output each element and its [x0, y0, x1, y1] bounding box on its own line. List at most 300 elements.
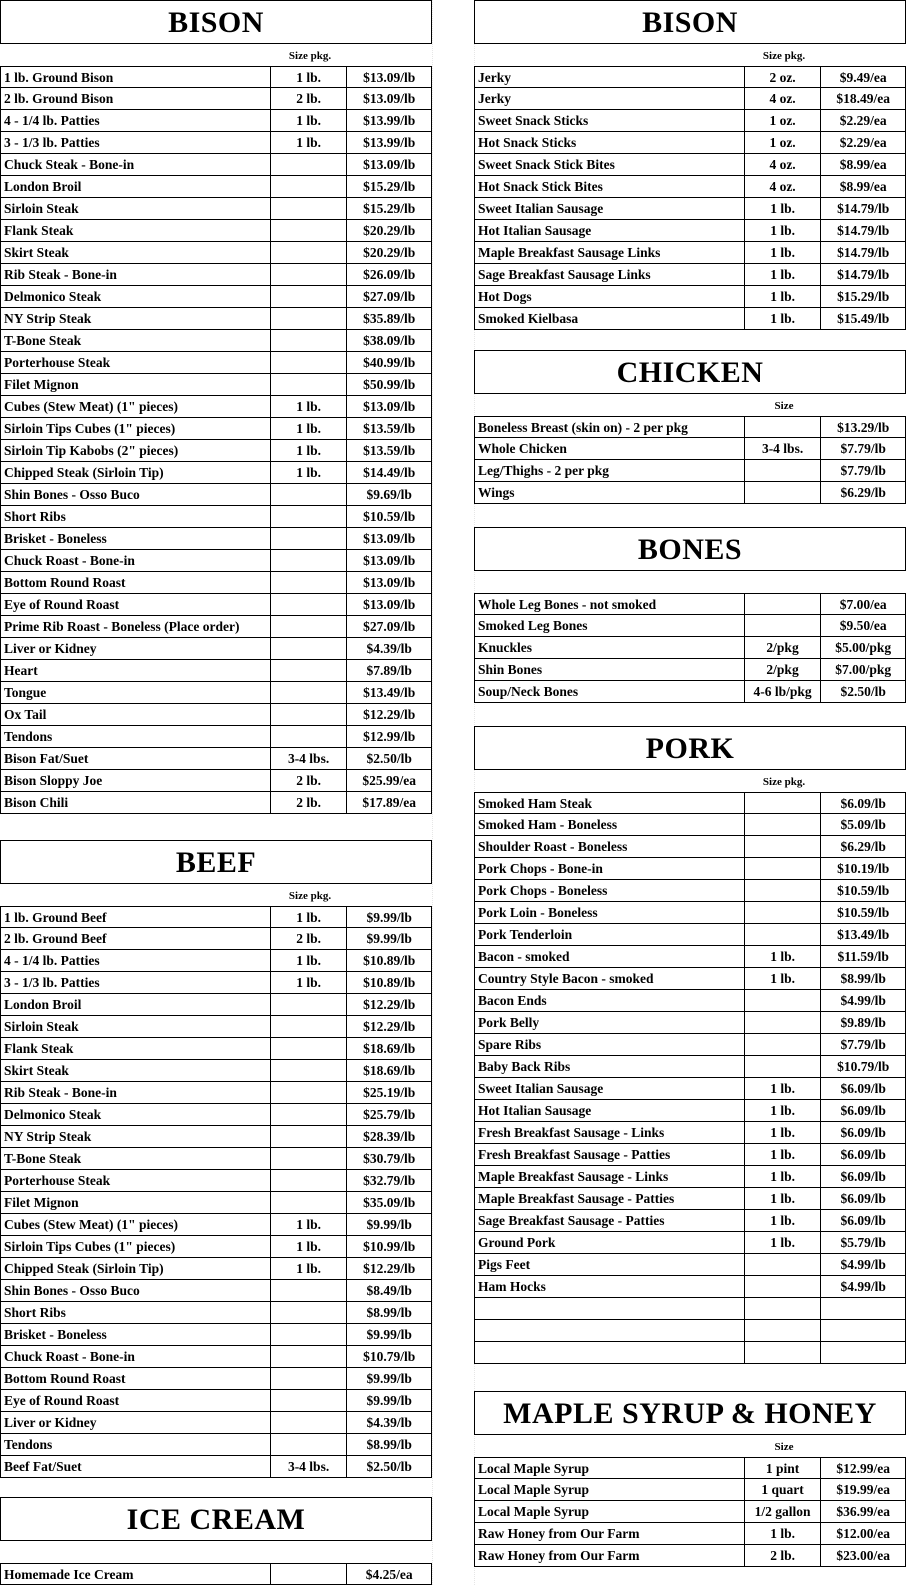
price: $13.09/lb — [347, 88, 432, 109]
package-size — [271, 1060, 348, 1081]
item-name: Bottom Round Roast — [0, 1368, 271, 1389]
price-row — [474, 438, 906, 460]
section-bones — [474, 527, 906, 703]
price-row — [0, 1082, 432, 1104]
price-row — [474, 1012, 906, 1034]
price-row — [474, 924, 906, 946]
price-row — [0, 660, 432, 682]
item-name: Liver or Kidney — [0, 638, 271, 659]
item-name: Fresh Breakfast Sausage - Patties — [474, 1144, 745, 1165]
item-name: Bison Chili — [0, 792, 271, 813]
section-title: ICE CREAM — [0, 1497, 432, 1541]
price: $4.99/lb — [821, 990, 906, 1011]
price-row — [0, 330, 432, 352]
price-row — [474, 615, 906, 637]
package-size: 1 lb. — [745, 946, 822, 967]
item-name: Liver or Kidney — [0, 1412, 271, 1433]
package-size: 1 lb. — [271, 396, 348, 417]
package-size: 1 pint — [745, 1458, 822, 1478]
item-name: Eye of Round Roast — [0, 594, 271, 615]
price: $18.69/lb — [347, 1060, 432, 1081]
price-row — [0, 726, 432, 748]
section-bison — [474, 0, 906, 330]
price — [821, 1320, 906, 1341]
column-header-cell — [474, 770, 746, 792]
item-name: Brisket - Boneless — [0, 528, 271, 549]
column-header-cell: Size pkg. — [762, 776, 806, 788]
price: $10.89/lb — [347, 950, 432, 971]
item-name: Porterhouse Steak — [0, 352, 271, 373]
package-size: 1 lb. — [745, 1144, 822, 1165]
price-row — [0, 1346, 432, 1368]
package-size: 2/pkg — [745, 659, 822, 680]
package-size — [745, 1254, 822, 1275]
price: $2.50/lb — [821, 681, 906, 702]
item-name — [474, 1342, 745, 1363]
item-name: Filet Mignon — [0, 374, 271, 395]
package-size: 4 oz. — [745, 154, 822, 175]
item-name: Shin Bones — [474, 659, 745, 680]
item-name: 1 lb. Ground Beef — [0, 907, 271, 927]
item-name: Pork Tenderloin — [474, 924, 745, 945]
item-name: Maple Breakfast Sausage Links — [474, 242, 745, 263]
price: $6.29/lb — [821, 482, 906, 503]
package-size: 1/2 gallon — [745, 1501, 822, 1522]
price: $8.99/ea — [821, 176, 906, 197]
package-size — [271, 1564, 348, 1584]
price-row — [474, 482, 906, 504]
price: $12.00/ea — [821, 1523, 906, 1544]
package-size: 3-4 lbs. — [271, 1456, 348, 1477]
price — [821, 1342, 906, 1363]
package-size — [271, 550, 348, 571]
price: $23.00/ea — [821, 1545, 906, 1566]
package-size: 1 oz. — [745, 132, 822, 153]
section-title: CHICKEN — [474, 350, 906, 394]
price: $20.29/lb — [347, 220, 432, 241]
price-row — [474, 1144, 906, 1166]
price-row — [474, 66, 906, 88]
price: $9.89/lb — [821, 1012, 906, 1033]
price: $27.09/lb — [347, 616, 432, 637]
package-size — [271, 286, 348, 307]
price-row — [474, 264, 906, 286]
package-size: 2 lb. — [271, 88, 348, 109]
item-name: Homemade Ice Cream — [0, 1564, 271, 1584]
price-row — [0, 1456, 432, 1478]
item-name: Sweet Snack Stick Bites — [474, 154, 745, 175]
item-name: Hot Snack Sticks — [474, 132, 745, 153]
price: $6.29/lb — [821, 836, 906, 857]
price-row — [0, 1126, 432, 1148]
package-size — [271, 1368, 348, 1389]
price: $2.50/lb — [347, 748, 432, 769]
package-size: 4-6 lb/pkg — [745, 681, 822, 702]
package-size: 4 oz. — [745, 176, 822, 197]
package-size: 1 lb. — [745, 1078, 822, 1099]
package-size: 4 oz. — [745, 88, 822, 109]
item-name — [474, 1298, 745, 1319]
price-row — [474, 176, 906, 198]
price: $6.09/lb — [821, 793, 906, 813]
item-name: Spare Ribs — [474, 1034, 745, 1055]
price: $6.09/lb — [821, 1122, 906, 1143]
item-name: Heart — [0, 660, 271, 681]
price-row — [0, 286, 432, 308]
price-row — [0, 1434, 432, 1456]
price-row — [0, 1214, 432, 1236]
price-row — [0, 638, 432, 660]
package-size: 1 lb. — [745, 1100, 822, 1121]
column-header-cell — [474, 394, 746, 416]
item-name: Tendons — [0, 1434, 271, 1455]
price-row — [474, 1298, 906, 1320]
section-bison — [0, 0, 432, 814]
price-row — [474, 1501, 906, 1523]
item-name: Sweet Snack Sticks — [474, 110, 745, 131]
price: $9.49/ea — [821, 67, 906, 87]
item-name: Local Maple Syrup — [474, 1479, 745, 1500]
price: $12.99/lb — [347, 726, 432, 747]
item-name: 3 - 1/3 lb. Patties — [0, 132, 271, 153]
package-size: 1 lb. — [745, 308, 822, 329]
price-row — [474, 1034, 906, 1056]
price: $40.99/lb — [347, 352, 432, 373]
price-row — [474, 1523, 906, 1545]
column-header-cell — [474, 1435, 746, 1457]
package-size: 1 lb. — [271, 418, 348, 439]
package-size: 1 lb. — [745, 286, 822, 307]
price-row — [474, 814, 906, 836]
package-size: 2 oz. — [745, 67, 822, 87]
price-row — [474, 110, 906, 132]
package-size: 1 lb. — [271, 110, 348, 131]
section-ice-cream — [0, 1497, 432, 1585]
item-name: 2 lb. Ground Beef — [0, 928, 271, 949]
item-name: Chuck Steak - Bone-in — [0, 154, 271, 175]
item-name: Beef Fat/Suet — [0, 1456, 271, 1477]
package-size: 1 lb. — [745, 968, 822, 989]
price-row — [0, 1192, 432, 1214]
package-size: 1 lb. — [745, 198, 822, 219]
price: $8.99/ea — [821, 154, 906, 175]
price: $13.09/lb — [347, 67, 432, 87]
section-title: BISON — [474, 0, 906, 44]
price: $13.09/lb — [347, 154, 432, 175]
price-row — [0, 906, 432, 928]
price-row — [0, 396, 432, 418]
section-pork — [474, 726, 906, 1364]
price: $6.09/lb — [821, 1210, 906, 1231]
price: $9.99/lb — [347, 928, 432, 949]
package-size — [745, 793, 822, 813]
item-name: Pork Chops - Boneless — [474, 880, 745, 901]
package-size — [271, 1170, 348, 1191]
package-size — [271, 1016, 348, 1037]
package-size — [271, 638, 348, 659]
price-row — [474, 286, 906, 308]
item-name: Cubes (Stew Meat) (1" pieces) — [0, 1214, 271, 1235]
package-size — [271, 1126, 348, 1147]
column-header-cell: Size pkg. — [288, 890, 332, 902]
item-name: Local Maple Syrup — [474, 1501, 745, 1522]
price: $9.69/lb — [347, 484, 432, 505]
item-name: Chuck Roast - Bone-in — [0, 1346, 271, 1367]
price: $12.29/lb — [347, 994, 432, 1015]
item-name: Bison Fat/Suet — [0, 748, 271, 769]
item-name: 3 - 1/3 lb. Patties — [0, 972, 271, 993]
price-row — [474, 792, 906, 814]
package-size: 1 quart — [745, 1479, 822, 1500]
price-row — [0, 506, 432, 528]
package-size: 1 lb. — [271, 950, 348, 971]
price: $27.09/lb — [347, 286, 432, 307]
price-row — [474, 460, 906, 482]
price: $4.99/lb — [821, 1276, 906, 1297]
price-row — [0, 1148, 432, 1170]
price-row — [0, 550, 432, 572]
package-size — [271, 220, 348, 241]
price: $13.59/lb — [347, 418, 432, 439]
column-header — [474, 571, 906, 593]
package-size: 1 lb. — [745, 220, 822, 241]
package-size: 1 lb. — [271, 1214, 348, 1235]
package-size — [271, 1104, 348, 1125]
price: $4.39/lb — [347, 638, 432, 659]
package-size — [271, 682, 348, 703]
package-size — [745, 482, 822, 503]
package-size: 1 lb. — [745, 1210, 822, 1231]
item-name: Skirt Steak — [0, 1060, 271, 1081]
section-chicken — [474, 350, 906, 504]
package-size — [271, 198, 348, 219]
item-name: Jerky — [474, 67, 745, 87]
price: $14.79/lb — [821, 220, 906, 241]
item-name: NY Strip Steak — [0, 1126, 271, 1147]
package-size — [271, 308, 348, 329]
item-name: Ground Pork — [474, 1232, 745, 1253]
price-row — [474, 593, 906, 615]
price: $6.09/lb — [821, 1166, 906, 1187]
package-size — [271, 330, 348, 351]
price: $8.99/lb — [821, 968, 906, 989]
item-name: Brisket - Boneless — [0, 1324, 271, 1345]
package-size: 1 lb. — [745, 1122, 822, 1143]
price: $25.19/lb — [347, 1082, 432, 1103]
price-row — [474, 858, 906, 880]
package-size — [745, 417, 822, 437]
package-size — [271, 1412, 348, 1433]
price: $6.09/lb — [821, 1188, 906, 1209]
price: $9.99/lb — [347, 907, 432, 927]
price-row — [0, 704, 432, 726]
price-row — [0, 484, 432, 506]
package-size — [271, 484, 348, 505]
package-size: 2/pkg — [745, 637, 822, 658]
package-size — [271, 242, 348, 263]
item-name: Hot Italian Sausage — [474, 1100, 745, 1121]
section-title: MAPLE SYRUP & HONEY — [474, 1391, 906, 1435]
column-header — [474, 1435, 906, 1457]
price-row — [474, 880, 906, 902]
item-name: NY Strip Steak — [0, 308, 271, 329]
price: $9.99/lb — [347, 1390, 432, 1411]
price: $10.99/lb — [347, 1236, 432, 1257]
price-row — [0, 220, 432, 242]
price: $13.09/lb — [347, 594, 432, 615]
package-size: 1 lb. — [271, 972, 348, 993]
price: $28.39/lb — [347, 1126, 432, 1147]
price-row — [474, 968, 906, 990]
item-name: Local Maple Syrup — [474, 1458, 745, 1478]
package-size — [271, 616, 348, 637]
price: $15.29/lb — [347, 198, 432, 219]
item-name: Baby Back Ribs — [474, 1056, 745, 1077]
price: $13.59/lb — [347, 440, 432, 461]
item-name: Sweet Italian Sausage — [474, 1078, 745, 1099]
item-name: Fresh Breakfast Sausage - Links — [474, 1122, 745, 1143]
price: $13.09/lb — [347, 528, 432, 549]
price: $30.79/lb — [347, 1148, 432, 1169]
price: $10.89/lb — [347, 972, 432, 993]
package-size — [745, 858, 822, 879]
item-name: Country Style Bacon - smoked — [474, 968, 745, 989]
price: $8.49/lb — [347, 1280, 432, 1301]
package-size — [271, 1302, 348, 1323]
package-size: 3-4 lbs. — [745, 438, 822, 459]
price: $7.79/lb — [821, 438, 906, 459]
item-name: Soup/Neck Bones — [474, 681, 745, 702]
price-row — [474, 1100, 906, 1122]
item-name: 2 lb. Ground Bison — [0, 88, 271, 109]
price-row — [474, 1254, 906, 1276]
package-size — [271, 1434, 348, 1455]
item-name: Prime Rib Roast - Boneless (Place order) — [0, 616, 271, 637]
price: $13.09/lb — [347, 550, 432, 571]
price: $36.99/ea — [821, 1501, 906, 1522]
section-title: BONES — [474, 527, 906, 571]
package-size — [271, 572, 348, 593]
price-row — [474, 1479, 906, 1501]
item-name: Sage Breakfast Sausage - Patties — [474, 1210, 745, 1231]
package-size — [745, 1034, 822, 1055]
package-size: 1 oz. — [745, 110, 822, 131]
price-row — [474, 132, 906, 154]
item-name: Cubes (Stew Meat) (1" pieces) — [0, 396, 271, 417]
price: $5.09/lb — [821, 814, 906, 835]
package-size — [745, 902, 822, 923]
package-size — [271, 176, 348, 197]
price: $13.99/lb — [347, 110, 432, 131]
item-name: Delmonico Steak — [0, 286, 271, 307]
item-name: Tongue — [0, 682, 271, 703]
column-header — [0, 1541, 432, 1563]
price: $5.00/pkg — [821, 637, 906, 658]
price-row — [0, 1563, 432, 1585]
price: $9.99/lb — [347, 1324, 432, 1345]
price: $12.99/ea — [821, 1458, 906, 1478]
price-row — [0, 572, 432, 594]
price-row — [474, 1457, 906, 1479]
price-row — [0, 1412, 432, 1434]
price: $7.79/lb — [821, 460, 906, 481]
price: $20.29/lb — [347, 242, 432, 263]
price: $13.49/lb — [347, 682, 432, 703]
price-row — [0, 1060, 432, 1082]
price-row — [474, 681, 906, 703]
package-size: 1 lb. — [745, 1523, 822, 1544]
package-size — [271, 374, 348, 395]
price-row — [474, 1166, 906, 1188]
price-row — [0, 748, 432, 770]
column-header — [474, 44, 906, 66]
item-name: Raw Honey from Our Farm — [474, 1545, 745, 1566]
item-name: Maple Breakfast Sausage - Patties — [474, 1188, 745, 1209]
item-name: Boneless Breast (skin on) - 2 per pkg — [474, 417, 745, 437]
price-row — [0, 594, 432, 616]
price: $10.79/lb — [821, 1056, 906, 1077]
package-size: 1 lb. — [271, 440, 348, 461]
section-beef — [0, 840, 432, 1478]
package-size — [271, 726, 348, 747]
package-size — [271, 1038, 348, 1059]
price-row — [474, 1122, 906, 1144]
item-name: Porterhouse Steak — [0, 1170, 271, 1191]
package-size — [271, 1324, 348, 1345]
price-row — [0, 682, 432, 704]
price: $10.59/lb — [821, 902, 906, 923]
price-row — [474, 946, 906, 968]
price-row — [474, 416, 906, 438]
package-size — [745, 1320, 822, 1341]
package-size — [745, 880, 822, 901]
package-size — [745, 836, 822, 857]
price-row — [0, 1324, 432, 1346]
item-name: Smoked Leg Bones — [474, 615, 745, 636]
item-name: Jerky — [474, 88, 745, 109]
item-name: Ham Hocks — [474, 1276, 745, 1297]
price-row — [0, 198, 432, 220]
item-name: Smoked Kielbasa — [474, 308, 745, 329]
item-name: London Broil — [0, 176, 271, 197]
price-row — [474, 902, 906, 924]
item-name: 4 - 1/4 lb. Patties — [0, 110, 271, 131]
column-header-cell: Size — [774, 400, 794, 412]
package-size — [271, 264, 348, 285]
price: $12.29/lb — [347, 1016, 432, 1037]
item-name: Flank Steak — [0, 1038, 271, 1059]
price: $19.99/ea — [821, 1479, 906, 1500]
item-name: 4 - 1/4 lb. Patties — [0, 950, 271, 971]
package-size: 2 lb. — [271, 928, 348, 949]
package-size — [745, 615, 822, 636]
item-name: Chuck Roast - Bone-in — [0, 550, 271, 571]
price-row — [474, 836, 906, 858]
package-size: 1 lb. — [745, 1166, 822, 1187]
package-size — [271, 154, 348, 175]
price: $10.79/lb — [347, 1346, 432, 1367]
price: $18.69/lb — [347, 1038, 432, 1059]
price-row — [474, 637, 906, 659]
package-size — [271, 1346, 348, 1367]
price-row — [0, 440, 432, 462]
price: $10.59/lb — [347, 506, 432, 527]
item-name: Bison Sloppy Joe — [0, 770, 271, 791]
item-name: Whole Chicken — [474, 438, 745, 459]
package-size — [745, 990, 822, 1011]
price: $13.09/lb — [347, 572, 432, 593]
price: $2.50/lb — [347, 1456, 432, 1477]
